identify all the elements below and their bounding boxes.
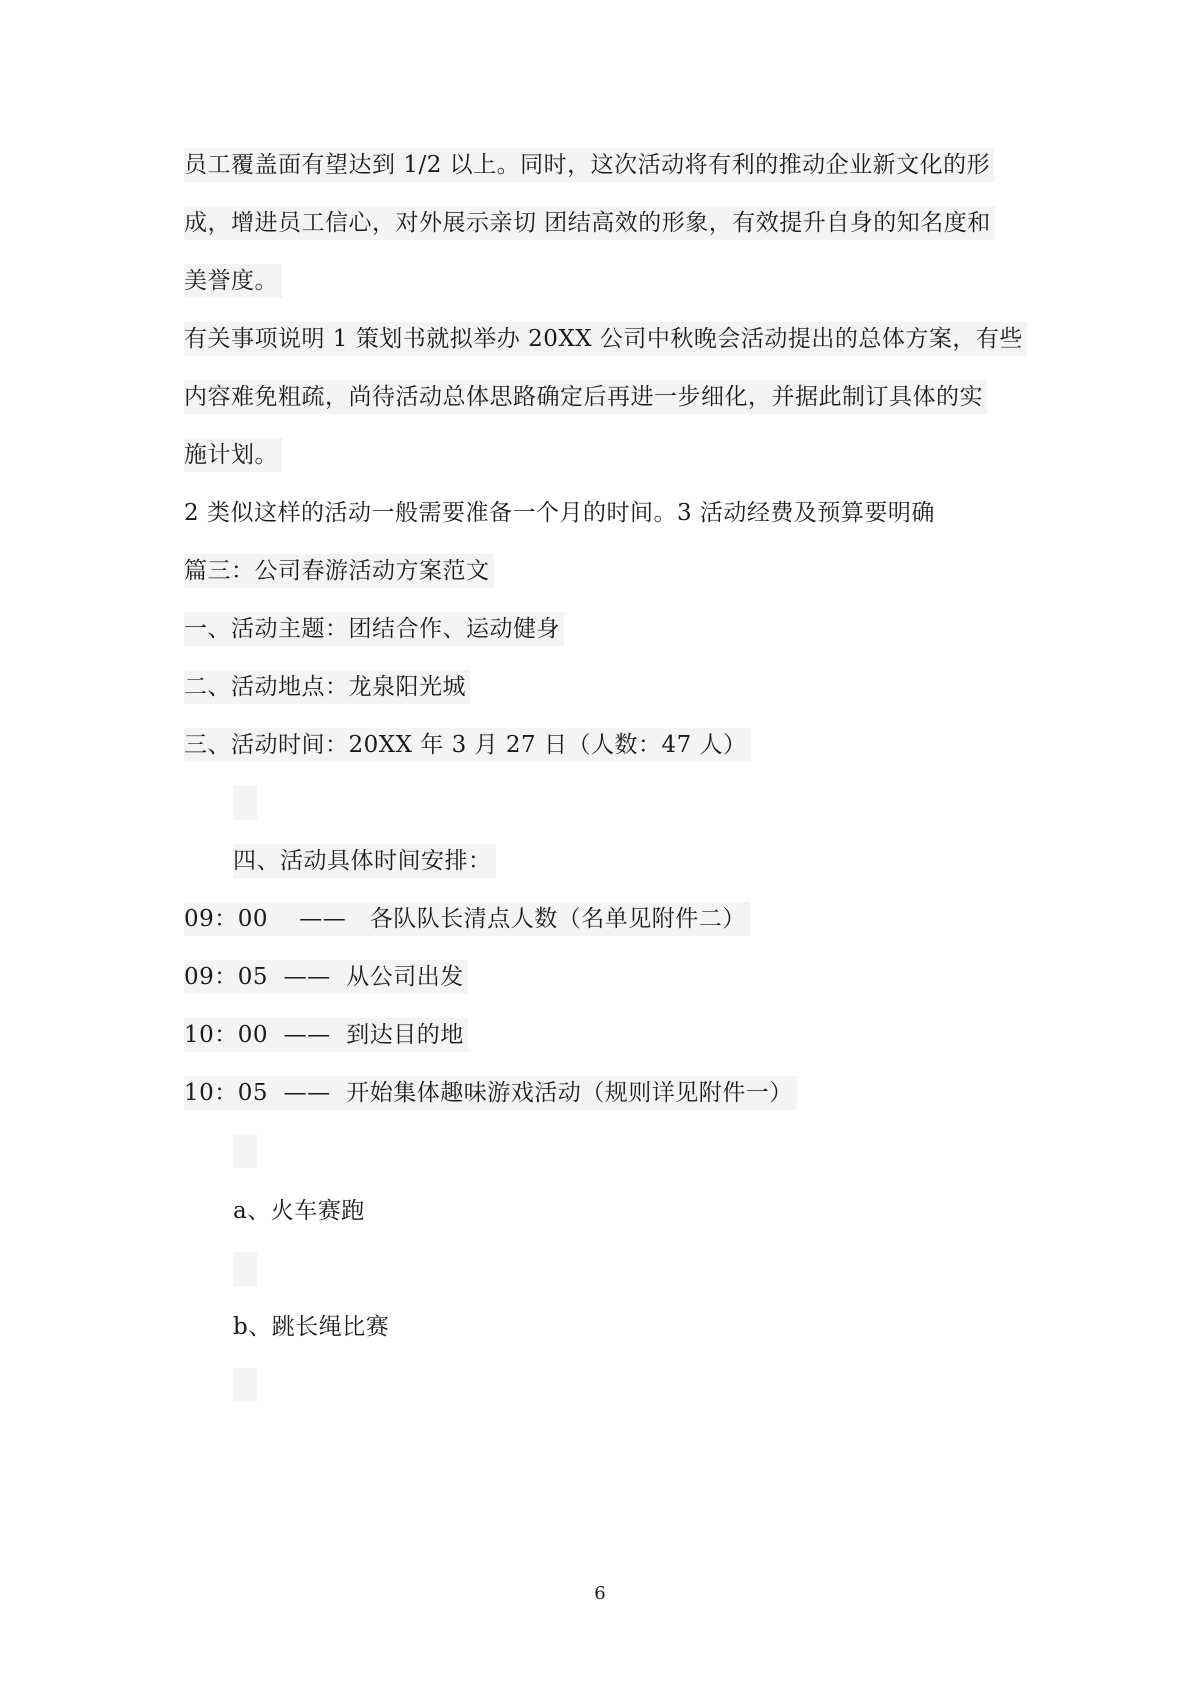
paragraph-line: 员工覆盖面有望达到 1/2 以上。同时，这次活动将有利的推动企业新文化的形 — [184, 148, 994, 182]
schedule-time: 09：05 — [184, 964, 269, 990]
blank-marker — [233, 786, 257, 820]
schedule-time: 10：05 — [184, 1080, 269, 1106]
paragraph-line: 有关事项说明 1 策划书就拟举办 20XX 公司中秋晚会活动提出的总体方案，有些 — [184, 322, 1027, 356]
game-item-a: a、火车赛跑 — [233, 1198, 365, 1224]
game-item-b: b、跳长绳比赛 — [233, 1314, 390, 1340]
section-title: 篇三：公司春游活动方案范文 — [184, 554, 494, 588]
paragraph-line: 内容难免粗疏，尚待活动总体思路确定后再进一步细化，并据此制订具体的实 — [184, 380, 987, 414]
blank-marker — [233, 1252, 257, 1286]
schedule-item: 开始集体趣味游戏活动（规则详见附件一） — [346, 1080, 793, 1106]
blank-marker — [233, 1368, 257, 1402]
schedule-time: 10：00 — [184, 1022, 269, 1048]
schedule-dash: —— — [299, 906, 347, 932]
activity-location: 二、活动地点：龙泉阳光城 — [184, 670, 470, 704]
schedule-row — [184, 960, 468, 994]
paragraph-line: 美誉度。 — [184, 264, 282, 298]
paragraph-line: 施计划。 — [184, 438, 282, 472]
schedule-row — [184, 1018, 468, 1052]
schedule-time: 09：00 — [184, 906, 269, 932]
schedule-item: 各队队长清点人数（名单见附件二） — [361, 906, 746, 932]
schedule-row — [184, 902, 750, 936]
schedule-row — [184, 1076, 797, 1110]
schedule-dash: —— — [283, 1080, 331, 1106]
blank-marker — [233, 1134, 257, 1168]
paragraph-line: 2 类似这样的活动一般需要准备一个月的时间。3 活动经费及预算要明确 — [184, 500, 935, 526]
page-number: 6 — [594, 1583, 606, 1604]
schedule-heading: 四、活动具体时间安排： — [233, 844, 496, 878]
activity-time: 三、活动时间：20XX 年 3 月 27 日（人数：47 人） — [184, 728, 751, 762]
activity-theme: 一、活动主题：团结合作、运动健身 — [184, 612, 564, 646]
paragraph-line: 成，增进员工信心，对外展示亲切 团结高效的形象，有效提升自身的知名度和 — [184, 206, 995, 240]
schedule-item: 到达目的地 — [346, 1022, 464, 1048]
schedule-dash: —— — [283, 1022, 331, 1048]
schedule-dash: —— — [283, 964, 331, 990]
schedule-item: 从公司出发 — [346, 964, 464, 990]
